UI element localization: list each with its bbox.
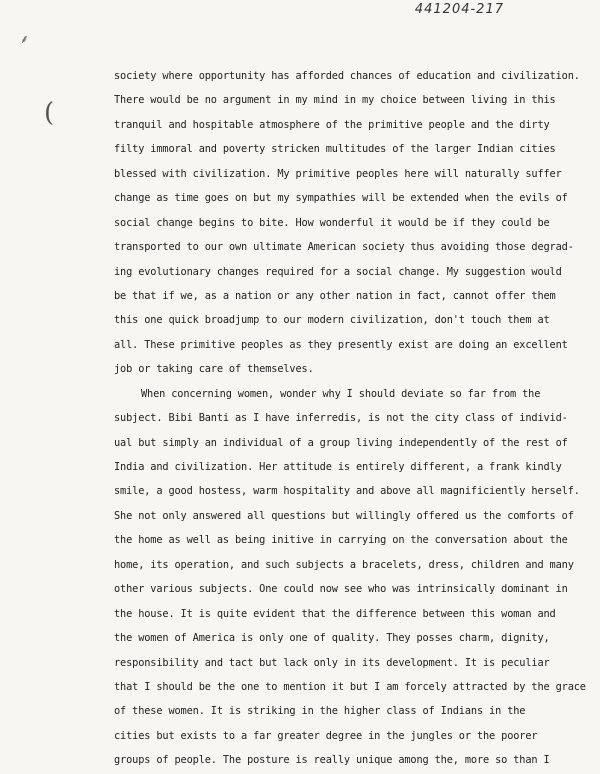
- text-line: transported to our own ultimate American society thus avoiding those degrad-: [114, 241, 574, 254]
- text-line: ual but simply an individual of a group living independently of the rest of: [114, 436, 568, 449]
- text-line: of these women. It is striking in the higher class of Indians in the: [114, 705, 526, 718]
- text-line: that I should be the one to mention it but I am forcely attracted by the grace: [114, 680, 586, 693]
- text-line: There would be no argument in my mind in my choice between living in this: [114, 94, 556, 107]
- document-reference-number: 441204-217: [414, 2, 504, 17]
- text-line: subject. Bibi Banti as I have inferredis, is not the city class of individ-: [114, 412, 568, 425]
- text-line: home, its operation, and such subjects a bracelets, dress, children and many: [114, 558, 574, 571]
- text-line: responsibility and tact but lack only in its development. It is peculiar: [114, 656, 550, 669]
- text-line: be that if we, as a nation or any other nation in fact, cannot offer them: [114, 289, 556, 302]
- text-line: change as time goes on but my sympathies will be extended when the evils of: [114, 192, 568, 205]
- text-line: She not only answered all questions but willingly offered us the comforts of: [114, 509, 574, 522]
- text-line: India and civilization. Her attitude is entirely different, a frank kindly: [114, 461, 562, 473]
- text-line: filty immoral and poverty stricken multitudes of the larger Indian cities: [114, 143, 556, 156]
- text-line: this one quick broadjump to our modern civilization, don't touch them at: [114, 314, 550, 327]
- text-line: tranquil and hospitable atmosphere of the primitive people and the dirty: [114, 118, 550, 131]
- text-line: job or taking care of themselves.: [114, 363, 314, 376]
- text-line: cities but exists to a far greater degree in the jungles or the poorer: [114, 729, 538, 742]
- text-line: social change begins to bite. How wonderful it would be if they could be: [114, 216, 550, 229]
- text-line: smile, a good hostess, warm hospitality and above all magnificiently herself.: [114, 485, 580, 498]
- paragraph: [114, 64, 584, 382]
- stray-ink-mark: ⸙: [20, 32, 30, 46]
- text-line: ing evolutionary changes required for a social change. My suggestion would: [114, 265, 562, 278]
- text-line: the women of America is only one of quality. They posses charm, dignity,: [114, 632, 550, 645]
- text-line: other various subjects. One could now see who was intrinsically dominant in: [114, 583, 568, 596]
- text-line: the house. It is quite evident that the difference between this woman and: [114, 607, 556, 620]
- text-line: the home as well as being initive in carrying on the conversation about the: [114, 534, 568, 547]
- text-line: When concerning women, wonder why I should deviate so far from the: [141, 387, 541, 400]
- paragraph: [114, 382, 584, 773]
- text-line: groups of people. The posture is really unique among the, more so than I: [114, 754, 550, 767]
- text-line: blessed with civilization. My primitive peoples here will naturally suffer: [114, 167, 562, 180]
- typewritten-body: [114, 64, 584, 773]
- text-line: society where opportunity has afforded chances of education and civilization.: [114, 70, 580, 82]
- margin-bracket-mark: (: [44, 98, 55, 128]
- text-line: all. These primitive peoples as they presently exist are doing an excellent: [114, 338, 568, 351]
